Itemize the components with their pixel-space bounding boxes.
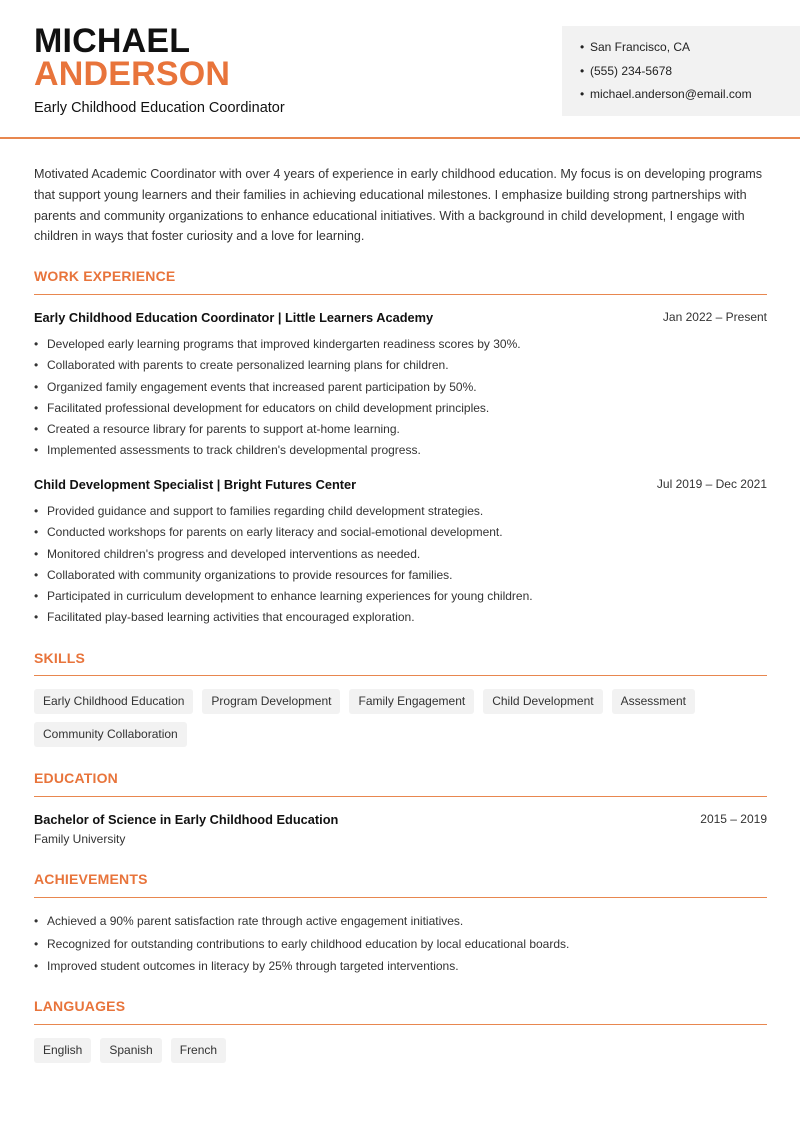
list-item: • Achieved a 90% parent satisfaction rate through active engagement initiatives. bbox=[34, 913, 767, 936]
last-name: ANDERSON bbox=[34, 55, 231, 93]
contact-box bbox=[562, 26, 800, 116]
contact-list bbox=[580, 39, 752, 110]
language-chip: French bbox=[171, 1038, 226, 1063]
skill-chip: Early Childhood Education bbox=[34, 689, 193, 714]
job-header bbox=[34, 310, 767, 330]
contact-location: • San Francisco, CA bbox=[580, 39, 752, 63]
skill-chip: Assessment bbox=[612, 689, 695, 714]
skill-chip: Family Engagement bbox=[349, 689, 474, 714]
section-title-work: WORK EXPERIENCE bbox=[34, 268, 176, 284]
contact-phone: • (555) 234-5678 bbox=[580, 63, 752, 87]
list-item: • Collaborated with parents to create personalized learning plans for children. bbox=[34, 357, 767, 378]
job-dates: Jul 2019 – Dec 2021 bbox=[656, 477, 767, 491]
list-item: • Developed early learning programs that improved kindergarten readiness scores by 30%. bbox=[34, 336, 767, 357]
section-title-skills: SKILLS bbox=[34, 650, 85, 666]
language-chip: Spanish bbox=[100, 1038, 161, 1063]
job-header bbox=[34, 477, 767, 497]
job-bullets bbox=[34, 503, 767, 631]
list-item: • Recognized for outstanding contributions to early childhood education by local educational boards. bbox=[34, 936, 767, 959]
list-item: • Conducted workshops for parents on early literacy and social-emotional development. bbox=[34, 524, 767, 545]
job-role: Early Childhood Education Coordinator | Little Learners Academy bbox=[34, 310, 434, 325]
section-divider bbox=[34, 294, 767, 295]
skill-chip: Community Collaboration bbox=[34, 722, 187, 747]
job-title: Early Childhood Education Coordinator bbox=[34, 100, 285, 116]
section-divider bbox=[34, 675, 767, 676]
list-item: • Facilitated professional development for educators on child development principles. bbox=[34, 400, 767, 421]
job-bullets bbox=[34, 336, 767, 464]
list-item: • Created a resource library for parents to support at-home learning. bbox=[34, 421, 767, 442]
section-divider bbox=[34, 897, 767, 898]
job-dates: Jan 2022 – Present bbox=[662, 310, 767, 324]
section-title-achievements: ACHIEVEMENTS bbox=[34, 871, 148, 887]
resume-header bbox=[0, 0, 800, 139]
list-item: • Participated in curriculum development to enhance learning experiences for young children. bbox=[34, 588, 767, 609]
education-school: Family University bbox=[34, 832, 126, 846]
list-item: • Organized family engagement events that increased parent participation by 50%. bbox=[34, 379, 767, 400]
skill-chip: Child Development bbox=[483, 689, 602, 714]
education-degree: Bachelor of Science in Early Childhood Education bbox=[34, 812, 339, 827]
list-item: • Implemented assessments to track children's developmental progress. bbox=[34, 442, 767, 463]
summary-paragraph: Motivated Academic Coordinator with over 4 years of experience in early childhood education. My focus is on developing programs that support young learners and their families in achieving educational milestones. I emphasize building strong partnerships with parents and community organizations to enhance educational initiatives. With a background in child development, I engage with children in ways that foster curiosity and a love for learning. bbox=[34, 167, 763, 244]
education-years: 2015 – 2019 bbox=[700, 812, 767, 826]
list-item: • Collaborated with community organizations to provide resources for families. bbox=[34, 567, 767, 588]
achievements-list bbox=[34, 913, 767, 981]
list-item: • Facilitated play-based learning activities that encouraged exploration. bbox=[34, 609, 767, 630]
section-divider bbox=[34, 796, 767, 797]
section-divider bbox=[34, 1024, 767, 1025]
languages-list bbox=[34, 1038, 774, 1063]
contact-email[interactable]: • michael.anderson@email.com bbox=[580, 86, 752, 110]
list-item: • Monitored children's progress and developed interventions as needed. bbox=[34, 546, 767, 567]
section-title-education: EDUCATION bbox=[34, 770, 118, 786]
job-role: Child Development Specialist | Bright Futures Center bbox=[34, 477, 357, 492]
list-item: • Provided guidance and support to families regarding child development strategies. bbox=[34, 503, 767, 524]
first-name: MICHAEL bbox=[34, 22, 191, 60]
list-item: • Improved student outcomes in literacy by 25% through targeted interventions. bbox=[34, 958, 767, 981]
skill-chip: Program Development bbox=[202, 689, 340, 714]
skills-list bbox=[34, 689, 774, 747]
language-chip: English bbox=[34, 1038, 91, 1063]
section-title-languages: LANGUAGES bbox=[34, 998, 126, 1014]
